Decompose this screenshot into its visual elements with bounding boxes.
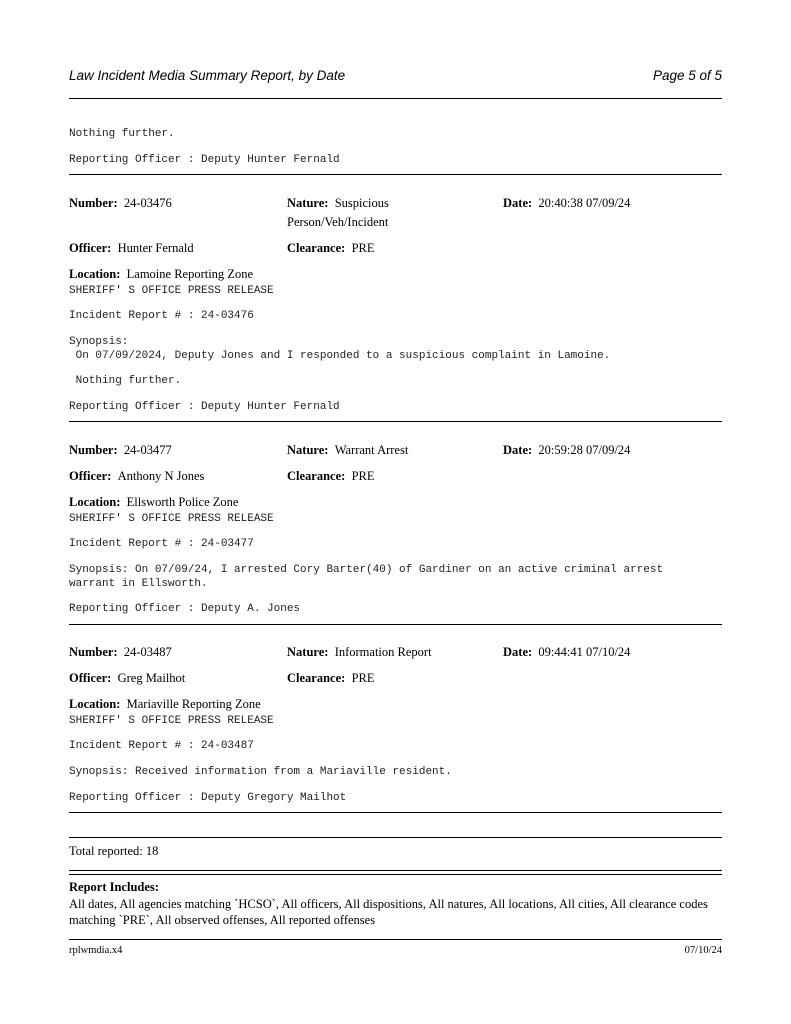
incident-3-clearance: Clearance: PRE <box>287 671 375 685</box>
incident-1-nature: Nature: Suspicious <box>287 196 389 210</box>
incident-3-reporting-officer: Reporting Officer : Deputy Gregory Mailhot <box>69 792 347 804</box>
report-title: Law Incident Media Summary Report, by Date <box>69 68 346 83</box>
incident-1-clearance: Clearance: PRE <box>287 241 375 255</box>
incident-divider <box>69 812 722 813</box>
incident-2-clearance: Clearance: PRE <box>287 469 375 483</box>
incident-2-number: Number: 24-03477 <box>69 443 172 457</box>
incident-3-date: Date: 09:44:41 07/10/24 <box>503 645 631 659</box>
incident-3-report-number: Incident Report # : 24-03487 <box>69 740 254 752</box>
incident-3-nature: Nature: Information Report <box>287 645 432 659</box>
total-divider-bottom-double <box>69 874 722 875</box>
incident-2-location: Location: Ellsworth Police Zone <box>69 495 239 509</box>
incident-2-synopsis-cont: warrant in Ellsworth. <box>69 578 208 590</box>
incident-3-officer: Officer: Greg Mailhot <box>69 671 186 685</box>
incident-1-nothing-further: Nothing further. <box>69 375 182 387</box>
report-includes-text: All dates, All agencies matching `HCSO`, All officers, All dispositions, All natures, All locations, All cities, All clearance codes matching `PRE`, All observed offenses, All reported offenses <box>69 897 708 927</box>
page-number: Page 5 of 5 <box>652 68 722 83</box>
footer-divider <box>69 939 722 940</box>
incident-1-number: Number: 24-03476 <box>69 196 172 210</box>
total-divider-bottom <box>69 870 722 871</box>
incident-divider <box>69 421 722 422</box>
incident-1-location: Location: Lamoine Reporting Zone <box>69 267 253 281</box>
incident-1-synopsis-label: Synopsis: <box>69 336 129 348</box>
incident-1-press-release: SHERIFF' S OFFICE PRESS RELEASE <box>69 285 274 297</box>
report-includes-title: Report Includes: <box>69 880 159 894</box>
header-divider <box>69 98 722 99</box>
incident-3-synopsis: Synopsis: Received information from a Mariaville resident. <box>69 766 452 778</box>
footer-program: rplwmdia.x4 <box>69 945 123 956</box>
incident-2-date: Date: 20:59:28 07/09/24 <box>503 443 631 457</box>
incident-divider <box>69 174 722 175</box>
incident-1-nature-cont: Person/Veh/Incident <box>287 215 389 229</box>
incident-divider <box>69 624 722 625</box>
incident-2-synopsis: Synopsis: On 07/09/24, I arrested Cory Barter(40) of Gardiner on an active criminal arrest <box>69 564 664 576</box>
incident-1-report-number: Incident Report # : 24-03476 <box>69 310 254 322</box>
footer-date: 07/10/24 <box>684 945 722 956</box>
incident-3-number: Number: 24-03487 <box>69 645 172 659</box>
incident-1-date: Date: 20:40:38 07/09/24 <box>503 196 631 210</box>
incident-2-reporting-officer: Reporting Officer : Deputy A. Jones <box>69 603 301 615</box>
incident-1-synopsis: On 07/09/2024, Deputy Jones and I responded to a suspicious complaint in Lamoine. <box>69 350 611 362</box>
incident-3-press-release: SHERIFF' S OFFICE PRESS RELEASE <box>69 715 274 727</box>
incident-1-reporting-officer: Reporting Officer : Deputy Hunter Fernald <box>69 401 340 413</box>
prev-nothing-further: Nothing further. <box>69 128 175 140</box>
incident-3-location: Location: Mariaville Reporting Zone <box>69 697 261 711</box>
total-divider-top <box>69 837 722 838</box>
total-reported: Total reported: 18 <box>69 844 159 858</box>
incident-1-officer: Officer: Hunter Fernald <box>69 241 194 255</box>
incident-2-press-release: SHERIFF' S OFFICE PRESS RELEASE <box>69 513 274 525</box>
prev-reporting-officer: Reporting Officer : Deputy Hunter Fernald <box>69 154 340 166</box>
incident-2-nature: Nature: Warrant Arrest <box>287 443 409 457</box>
incident-2-report-number: Incident Report # : 24-03477 <box>69 538 254 550</box>
incident-2-officer: Officer: Anthony N Jones <box>69 469 205 483</box>
